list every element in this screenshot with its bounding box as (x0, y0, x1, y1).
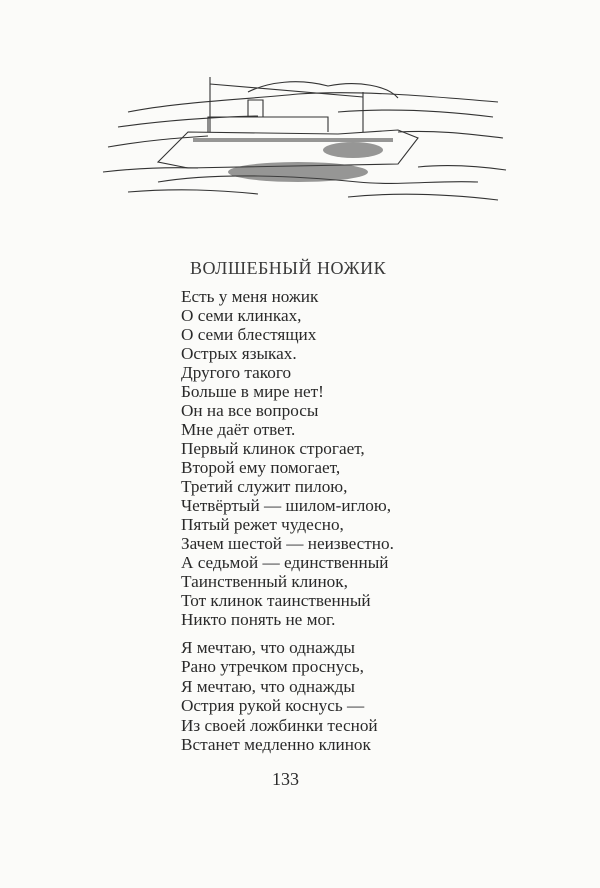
poem-line: А седьмой — единственный (181, 553, 389, 572)
poem-line: Четвёртый — шилом-иглою, (181, 496, 392, 515)
poem-line: Он на все вопросы (181, 401, 319, 420)
poem-line: Больше в мире нет! (181, 382, 324, 401)
page-number: 133 (272, 769, 299, 789)
poem-line: Острия рукой коснусь — (181, 696, 365, 716)
poem-line: Второй ему помогает, (181, 458, 341, 477)
poem-title: ВОЛШЕБНЫЙ НОЖИК (190, 258, 387, 278)
poem-line: Есть у меня ножик (181, 287, 319, 306)
poem-line: Рано утречком проснусь, (181, 657, 364, 677)
poem-line: Я мечтаю, что однажды (181, 638, 355, 657)
poem-line: Из своей ложбинки тесной (181, 715, 378, 735)
poem-line: Острых языках. (181, 344, 297, 363)
poem-line: Встанет медленно клинок (181, 735, 371, 755)
poem-line: Другого такого (181, 363, 292, 382)
poem-line: Первый клинок строгает, (181, 439, 365, 458)
poem-line: Таинственный клинок, (181, 572, 348, 591)
stanza-1 (181, 287, 394, 629)
stanza-2 (181, 638, 378, 754)
poem-line: Пятый режет чудесно, (181, 515, 344, 534)
poem-line: Зачем шестой — неизвестно. (181, 534, 394, 553)
poem-line: Тот клинок таинственный (181, 591, 371, 610)
poem-line: О семи клинках, (181, 306, 302, 325)
poem-line: Я мечтаю, что однажды (181, 676, 355, 696)
poem-line: Никто понять не мог. (181, 610, 336, 629)
poem-line: Третий служит пилою, (181, 477, 348, 496)
poem-line: О семи блестящих (181, 325, 317, 344)
poem-line: Мне даёт ответ. (181, 420, 296, 439)
steamship-illustration (98, 72, 508, 214)
